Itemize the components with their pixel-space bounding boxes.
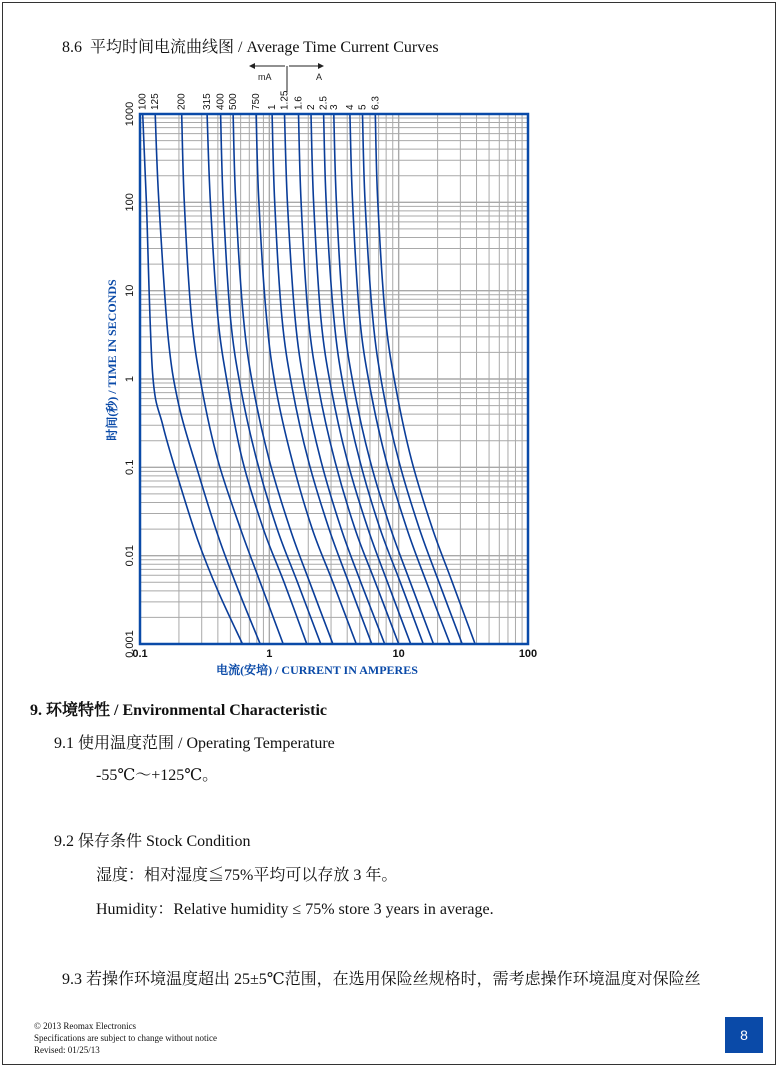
- grid-layer: [140, 114, 528, 644]
- page-number-badge: 8: [725, 1017, 763, 1053]
- rating-label-5: 5: [357, 104, 369, 111]
- rating-label-4: 4: [344, 104, 356, 110]
- footer-copyright: © 2013 Reomax Electronics: [34, 1021, 137, 1031]
- section-title-text: 平均时间电流曲线图 / Average Time Current Curves: [90, 39, 439, 56]
- rating-label-1.25: 1.25: [279, 90, 291, 110]
- footer: [34, 1020, 217, 1056]
- x-tick-labels: [132, 648, 537, 660]
- x-tick-label: 1: [266, 648, 273, 660]
- unit-legend-right: A: [316, 72, 323, 82]
- rating-label-400: 400: [215, 93, 227, 110]
- rating-label-3: 3: [328, 104, 340, 111]
- rating-label-100: 100: [137, 93, 149, 110]
- rating-label-750: 750: [251, 93, 263, 111]
- rating-label-200: 200: [176, 93, 188, 111]
- rating-label-2: 2: [306, 104, 317, 110]
- rating-label-500: 500: [228, 93, 240, 110]
- y-tick-label: 0.01: [123, 544, 136, 567]
- operating-temp-value: -55℃～+125℃。: [96, 767, 219, 784]
- humidity-text-en: Humidity：Relative humidity ≤ 75% store 3 years in average.: [96, 901, 494, 918]
- rating-label-315: 315: [202, 93, 214, 111]
- rating-label-2.5: 2.5: [318, 96, 330, 110]
- x-tick-label: 0.1: [132, 648, 148, 660]
- y-tick-label: 10: [123, 284, 136, 297]
- operating-temp-heading: 9.1 使用温度范围 / Operating Temperature: [54, 735, 335, 752]
- humidity-text-cn: 湿度：相对湿度≦75%平均可以存放 3 年。: [96, 867, 398, 884]
- y-tick-labels: [124, 102, 136, 658]
- section-number: 8.6: [62, 39, 82, 56]
- footer-revised: Revised: 01/25/13: [34, 1045, 100, 1055]
- y-tick-label: 100: [124, 193, 137, 212]
- x-tick-label: 100: [518, 648, 538, 660]
- unit-legend-left-arrowhead: [249, 63, 255, 69]
- rating-labels: [138, 90, 382, 110]
- x-axis-label: 电流(安培) / CURRENT IN AMPERES: [216, 663, 418, 677]
- temperature-note-heading: 9.3 若操作环境温度超出 25±5℃范围，在选用保险丝规格时，需考虑操作环境温度对保险丝: [62, 971, 701, 988]
- unit-legend-right-arrowhead: [318, 63, 324, 69]
- stock-condition-heading: 9.2 保存条件 Stock Condition: [54, 833, 251, 850]
- rating-label-125: 125: [150, 93, 162, 111]
- unit-legend: [249, 63, 324, 92]
- rating-label-1.6: 1.6: [293, 96, 305, 111]
- unit-legend-left: mA: [258, 72, 272, 82]
- rating-label-1: 1: [267, 104, 279, 111]
- y-tick-label: 1: [124, 375, 136, 383]
- rating-label-6.3: 6.3: [370, 96, 382, 110]
- y-tick-label: 0.1: [124, 459, 137, 475]
- x-tick-label: 10: [392, 648, 405, 660]
- y-tick-label: 1000: [124, 101, 136, 127]
- y-axis-label: 时间(秒) / TIME IN SECONDS: [105, 279, 119, 441]
- y-tick-label: 0.001: [124, 630, 136, 658]
- env-heading: 9. 环境特性 / Environmental Characteristic: [30, 702, 328, 719]
- footer-notice: Specifications are subject to change without notice: [34, 1033, 217, 1043]
